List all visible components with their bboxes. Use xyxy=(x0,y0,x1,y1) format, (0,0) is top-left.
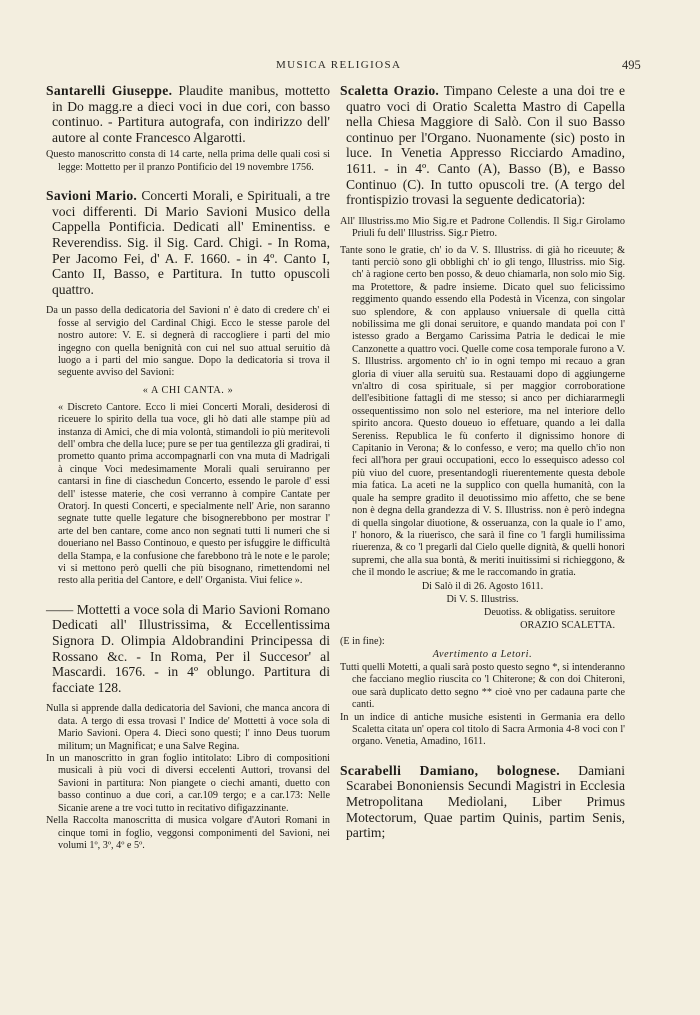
note-santarelli: Questo manoscritto consta di 14 carte, nella prima delle quali così si legge: Mottetto per il pranzo Pontificio del 19 novembre 1756. xyxy=(46,149,330,173)
signoff-servant: Deuotiss. & obligatiss. seruitore xyxy=(483,606,615,618)
avviso-heading: « A CHI CANTA. » xyxy=(142,384,234,396)
left-column xyxy=(46,83,330,852)
right-column xyxy=(340,83,625,841)
entry-heading: Scarabelli Damiano, bolognese. xyxy=(340,762,560,778)
in-fine-label: (E in fine): xyxy=(340,635,385,647)
note-mottetti-3: Nella Raccolta manoscritta di musica volgare d'Autori Romani in cinque tomi in foglio, veggonsi componimenti del Savioni, nei volumi 1º, 3º, 4º e 5º. xyxy=(46,815,330,851)
avviso-text: « Discreto Cantore. Ecco li miei Concerti Morali, desiderosi di riceuere lo spirito della tua voce, gli hò dati alle stampe più ad instanza di Amici, che di mia volontà, stimandoli io più meritevoli dell' ombra che della luce; pure se per tua gentilezza gli gradirai, ti prometto quanto prima accompagnarli con vna muta di Madrigali à cinque Voci medesimamente Morali quali seruiranno per cantarsi in fine di ciaschedun Concerto, essendo le parole d' essi dell' istesse materie, che così verranno à compire Cantate per Oratorj. In questi Concerti, e specialmente nell' Arie, non saranno segnate tutte quelle legature che bisognerebbono per mostrar l' arte del ben cantare, come anco non segnati tutti li numeri che si doueriano nel Basso Continouo, e questo per isfuggire le difficultà della Stampa, e la confusione che farebbono trà le note e le parole; vi si mettono però quelli che più bisognano, rimettendomi nel resto alla perìtia del Cantore, e dell' Organista. Viui felice ». xyxy=(58,401,330,587)
signoff-to: Di V. S. Illustriss. xyxy=(446,593,519,605)
entry-scaletta xyxy=(340,83,625,208)
entry-heading: Savioni Mario. xyxy=(46,188,138,204)
entry-santarelli xyxy=(46,83,330,145)
note-mottetti-1: Nulla si apprende dalla dedicatoria del Savioni, che manca ancora di data. A tergo di essa trovasi l' Indice de' Mottetti à voce sola di Mario Savioni. Opera 4. Dieci sono questi; l' inno Deus tuorum militum; un Magnificat; e una Salve Regina. xyxy=(46,703,330,752)
entry-savioni xyxy=(46,188,330,297)
note-savioni: Da un passo della dedicatoria del Savioni n' è dato di credere ch' ei fosse al servigio del Cardinal Chigi. Ecco le stesse parole del nostro autore: V. E. si degnerà di raccogliere i parti del mio ingegno con quella benignità con cui nel suo attual seruitio dà luogo a i parti del mio sangue. Dopo la dedicatoria si trova il seguente avviso del Savioni: xyxy=(46,305,330,379)
page-number: 495 xyxy=(622,58,641,72)
entry-dash: —— xyxy=(46,601,74,617)
entry-heading: Santarelli Giuseppe. xyxy=(46,83,173,98)
entry-text: Damiani Scarabei Bononiensis Secundi Magistri in Ecclesia Metropolitana Mediolani, Liber Primus Motectorum, Quae partim Quinis, partim Senis, partim; xyxy=(346,762,625,841)
entry-text: Timpano Celeste a una doi tre e quatro voci di Oratio Scaletta Mastro di Capella nella Chiesa Maggiore di Salò. Con il suo Basso continuo per l'Organo. Nuonamente (sic) posto in luce. In Venetia Appresso Ricciardo Amadino, 1611. - in 4º. Canto (A), Basso (B), e Basso Continuo (C). In tutto opuscoli tre. (A tergo del frontispizio trovasi la seguente dedicatoria): xyxy=(346,83,625,208)
entry-text: Plaudite manibus, mottetto in Do magg.re a dieci voci in due cori, con basso continuo. - Partitura autografa, con indirizzo dell' autore al conte Francesco Algarotti. xyxy=(52,83,331,145)
signoff-place-date: Di Salò il dì 26. Agosto 1611. xyxy=(421,580,544,592)
signoff-author: ORAZIO SCALETTA. xyxy=(520,619,615,631)
page-header xyxy=(0,54,700,74)
avvertimento-text: Tutti quelli Motetti, a quali sarà posto questo segno *, si intenderanno che facciano meglio riuscita co 'l Chiterone; & con doi Chiteroni, oue sarà duplicato detto segno ** cioè vno per cadauna parte che canti. xyxy=(340,661,625,711)
avvertimento-heading: Avertimento a Letori. xyxy=(432,648,533,660)
entry-savioni-mottetti xyxy=(46,602,330,696)
note-scaletta: In un indice di antiche musiche esistenti in Germania era dello Scaletta citata un' opera col titolo di Sacra Armonia 4-8 voci con l' organo. Venetia, Amadino, 1611. xyxy=(340,711,625,748)
entry-text: Concerti Morali, e Spirituali, a tre voci differenti. Di Mario Savioni Musico della Cappella Pontificia. Dedicati all' Eminentiss. e Reverendiss. Sig. il Sig. Card. Chigi. - In Roma, Per Jacomo Fei, d' A. F. 1660. - in 4º. Canto I, Canto II, Basso, e Partitura. In tutto opuscoli quattro. xyxy=(52,188,330,297)
note-mottetti-2: In un manoscritto in gran foglio intitolato: Libro di compositioni musicali à più voci di diversi eccelenti Auttori, trovansi del Savioni in partitura: Non piangete o ciechi amanti, duetto con basso continuo a due cori, a car.109 tergo; e a car.173: Nelle Sicanie arene a tre voci tutto in recitativo difigazzinante. xyxy=(46,753,330,814)
entry-scarabelli xyxy=(340,763,625,841)
dedication-text: Tante sono le gratie, ch' io da V. S. Illustriss. di già ho riceuute; & tanti perciò sono gli obblighi ch' io gli tengo, Illustriss. mio Sig. ch' à ragione certo ben posso, & deuo chiamarla, non solo mio Sig. ma Protettore, & padre insieme. Dicato quel suo felicissimo reggimento quando essendo ella Podestà in Vicenza, con singolar suo splendore, & con applauso vniuersale di quella città nobilissima me gli donai seruitore, e quando mandata poi con l' istesso grado a Bergamo Carissima Patria le dedicai le mie Canzonette a quattro voci. Quelle come cosa temporale furono a V. S. Illustriss. argomento ch' io in ogni tempo mi recauo a gran gloria di viuer alla seruitù sua. Restauami dopo di aggiungerne vn'altro di cosa spirituale, si per maggior corroboratione dell'esibitione fattagli di me stesso; si anco per dichiararmegli ossequentissimo non solo nel esteriore, ma nel interiore dello spirito ancora. Questo doueuo io effetuare, quando a lei dalla Sereniss. Republica le fù conferto il dignissimo honore di Capitanio in Verona; & lo confesso, e vero; ma quello ch'io non feci all'hora per graui occupationi, ecco lo essequisco adesso col più viuo del cuore, presentandogli riuerentemente questa debole mia fatica. La aceti ne la supplico con quella humanità, con la quale ha sempre gradito il deuotissimo mio affetto, che se bene non è degna della grandezza di V. S. Illustriss. non è però indegna di quella singolar diuotione, & osseruanza, con la quale io l' amo, l' honoro, & la riuerisco, che sarà il fine co 'l farglì humilissima riuerenza, & co 'l pregarli dal Cielo quelle dignità, & quelli honori supremi, che alla sua bontà, & meriti inuitissimi si richieggono, & che il mondo le ascriue; & me le raccomando in gratia. xyxy=(340,244,625,579)
entry-heading: Scaletta Orazio. xyxy=(340,83,440,98)
entry-text: Mottetti a voce sola di Mario Savioni Romano Dedicati all' Illustrissima, & Eccellentissima Signora D. Olimpia Aldobrandini Principessa di Rossano &c. - In Roma, Per il Succesor' al Mascardi. 1676. - in 4º oblungo. Partitura di facciate 128. xyxy=(52,601,330,695)
dedication-address: All' Illustriss.mo Mio Sig.re et Padrone Collendis. Il Sig.r Girolamo Priuli fu dell' Illustriss. Sig.r Pietro. xyxy=(340,215,625,240)
running-head: MUSICA RELIGIOSA xyxy=(276,59,402,71)
